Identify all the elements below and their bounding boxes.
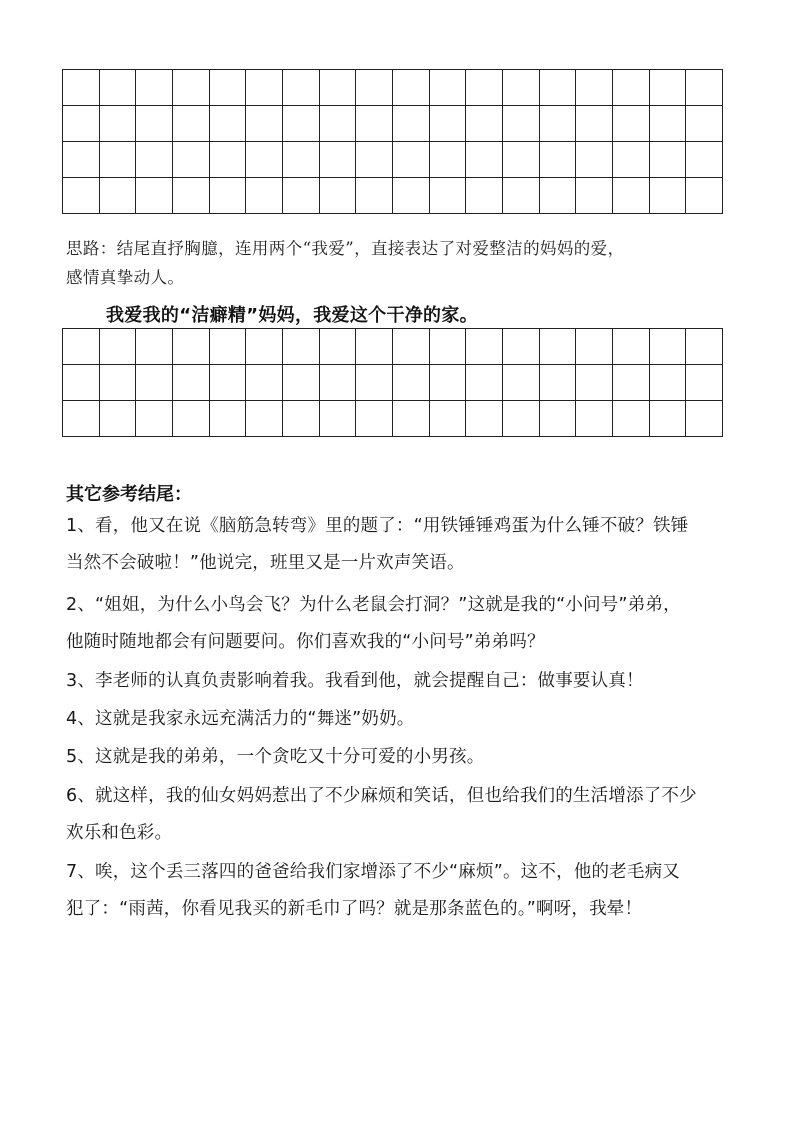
grid-cell	[649, 401, 686, 437]
grid-cell	[172, 401, 209, 437]
grid-cell	[649, 178, 686, 214]
grid-cell	[686, 365, 723, 401]
grid-cell	[686, 178, 723, 214]
grid-cell	[282, 401, 319, 437]
grid-cell	[99, 365, 136, 401]
grid-cell	[282, 106, 319, 142]
grid-cell	[319, 106, 356, 142]
grid-cell	[539, 178, 576, 214]
reference-line: 5、这就是我的弟弟，一个贪吃又十分可爱的小男孩。	[66, 747, 485, 767]
grid-cell	[99, 106, 136, 142]
grid-cell	[612, 106, 649, 142]
writing-grid-top	[62, 69, 723, 214]
grid-cell	[356, 70, 393, 106]
grid-cell	[539, 365, 576, 401]
grid-cell	[466, 142, 503, 178]
grid-cell	[356, 401, 393, 437]
grid-cell	[429, 329, 466, 365]
grid-cell	[576, 142, 613, 178]
grid-cell	[172, 329, 209, 365]
grid-cell	[466, 178, 503, 214]
grid-cell	[539, 142, 576, 178]
grid-cell	[136, 365, 173, 401]
grid-cell	[612, 365, 649, 401]
grid-cell	[356, 365, 393, 401]
grid-cell	[246, 142, 283, 178]
grid-cell	[246, 106, 283, 142]
grid-cell	[392, 106, 429, 142]
grid-cell	[63, 70, 100, 106]
grid-cell	[502, 142, 539, 178]
grid-cell	[392, 401, 429, 437]
grid-cell	[502, 178, 539, 214]
grid-cell	[136, 106, 173, 142]
grid-cell	[63, 106, 100, 142]
grid-cell	[612, 142, 649, 178]
grid-cell	[576, 106, 613, 142]
grid-cell	[209, 178, 246, 214]
grid-cell	[356, 329, 393, 365]
grid-cell	[136, 329, 173, 365]
grid-cell	[649, 365, 686, 401]
grid-cell	[429, 142, 466, 178]
grid-cell	[576, 401, 613, 437]
grid-cell	[319, 70, 356, 106]
grid-cell	[466, 365, 503, 401]
note-line-2: 感情真挚动人。	[66, 268, 185, 287]
grid-cell	[99, 178, 136, 214]
grid-cell	[612, 329, 649, 365]
grid-cell	[686, 106, 723, 142]
grid-cell	[502, 70, 539, 106]
grid-cell	[209, 106, 246, 142]
grid-cell	[99, 401, 136, 437]
reference-line: 欢乐和色彩。	[66, 823, 173, 843]
grid-cell	[539, 329, 576, 365]
grid-cell	[282, 178, 319, 214]
grid-cell	[612, 401, 649, 437]
grid-cell	[63, 401, 100, 437]
answer-sentence: 我爱我的“洁癖精”妈妈，我爱这个干净的家。	[106, 305, 478, 326]
grid-cell	[429, 106, 466, 142]
grid-cell	[686, 142, 723, 178]
grid-cell	[392, 178, 429, 214]
grid-cell	[356, 142, 393, 178]
grid-cell	[392, 329, 429, 365]
reference-line: 7、唉，这个丢三落四的爸爸给我们家增添了不少“麻烦”。这不，他的老毛病又	[66, 862, 680, 882]
grid-cell	[539, 106, 576, 142]
grid-cell	[246, 365, 283, 401]
grid-cell	[649, 142, 686, 178]
grid-cell	[246, 329, 283, 365]
note-line-1: 思路：结尾直抒胸臆，连用两个“我爱”，直接表达了对爱整洁的妈妈的爱，	[66, 239, 625, 258]
grid-cell	[136, 70, 173, 106]
grid-cell	[429, 178, 466, 214]
grid-cell	[136, 401, 173, 437]
grid-cell	[356, 178, 393, 214]
grid-cell	[539, 401, 576, 437]
grid-cell	[63, 178, 100, 214]
reference-line: 他随时随地都会有问题要问。你们喜欢我的“小问号”弟弟吗？	[66, 632, 545, 652]
grid-cell	[282, 70, 319, 106]
grid-cell	[209, 70, 246, 106]
grid-cell	[246, 401, 283, 437]
grid-cell	[246, 178, 283, 214]
grid-cell	[172, 178, 209, 214]
grid-cell	[172, 70, 209, 106]
grid-cell	[502, 365, 539, 401]
grid-cell	[466, 70, 503, 106]
grid-cell	[172, 365, 209, 401]
grid-cell	[686, 70, 723, 106]
grid-cell	[136, 178, 173, 214]
grid-cell	[612, 178, 649, 214]
reference-line: 2、“姐姐，为什么小鸟会飞？为什么老鼠会打洞？”这就是我的“小问号”弟弟，	[66, 595, 681, 615]
grid-cell	[576, 70, 613, 106]
grid-cell	[502, 106, 539, 142]
grid-cell	[539, 70, 576, 106]
grid-cell	[282, 329, 319, 365]
grid-cell	[649, 106, 686, 142]
reference-line: 4、这就是我家永远充满活力的“舞迷”奶奶。	[66, 709, 415, 729]
grid-cell	[612, 70, 649, 106]
grid-cell	[502, 329, 539, 365]
grid-cell	[99, 329, 136, 365]
grid-cell	[466, 401, 503, 437]
grid-cell	[319, 401, 356, 437]
grid-cell	[172, 106, 209, 142]
reference-line: 6、就这样，我的仙女妈妈惹出了不少麻烦和笑话，但也给我们的生活增添了不少	[66, 786, 697, 806]
grid-cell	[686, 329, 723, 365]
grid-cell	[172, 142, 209, 178]
grid-cell	[319, 178, 356, 214]
grid-cell	[429, 401, 466, 437]
grid-cell	[319, 142, 356, 178]
grid-cell	[99, 70, 136, 106]
grid-cell	[466, 329, 503, 365]
grid-cell	[576, 178, 613, 214]
grid-cell	[466, 106, 503, 142]
grid-cell	[99, 142, 136, 178]
grid-cell	[319, 329, 356, 365]
grid-cell	[392, 365, 429, 401]
grid-cell	[282, 142, 319, 178]
grid-cell	[63, 365, 100, 401]
grid-cell	[209, 329, 246, 365]
grid-cell	[209, 142, 246, 178]
reference-line: 犯了：“雨茜，你看见我买的新毛巾了吗？就是那条蓝色的。”啊呀，我晕！	[66, 899, 643, 919]
grid-cell	[319, 365, 356, 401]
section-title: 其它参考结尾：	[66, 484, 192, 505]
writing-grid-bottom	[62, 328, 723, 437]
grid-cell	[502, 401, 539, 437]
grid-cell	[209, 401, 246, 437]
grid-cell	[282, 365, 319, 401]
grid-cell	[63, 329, 100, 365]
grid-cell	[209, 365, 246, 401]
grid-cell	[686, 401, 723, 437]
grid-cell	[576, 329, 613, 365]
grid-cell	[246, 70, 283, 106]
grid-cell	[429, 365, 466, 401]
grid-cell	[649, 70, 686, 106]
grid-cell	[356, 106, 393, 142]
grid-cell	[392, 70, 429, 106]
grid-cell	[63, 142, 100, 178]
grid-cell	[649, 329, 686, 365]
grid-cell	[576, 365, 613, 401]
grid-cell	[429, 70, 466, 106]
grid-cell	[392, 142, 429, 178]
grid-cell	[136, 142, 173, 178]
reference-line: 1、看，他又在说《脑筋急转弯》里的题了：“用铁锤锤鸡蛋为什么锤不破？铁锤	[66, 516, 689, 536]
reference-line: 当然不会破啦！”他说完，班里又是一片欢声笑语。	[66, 553, 465, 573]
reference-line: 3、李老师的认真负责影响着我。我看到他，就会提醒自己：做事要认真！	[66, 671, 644, 691]
